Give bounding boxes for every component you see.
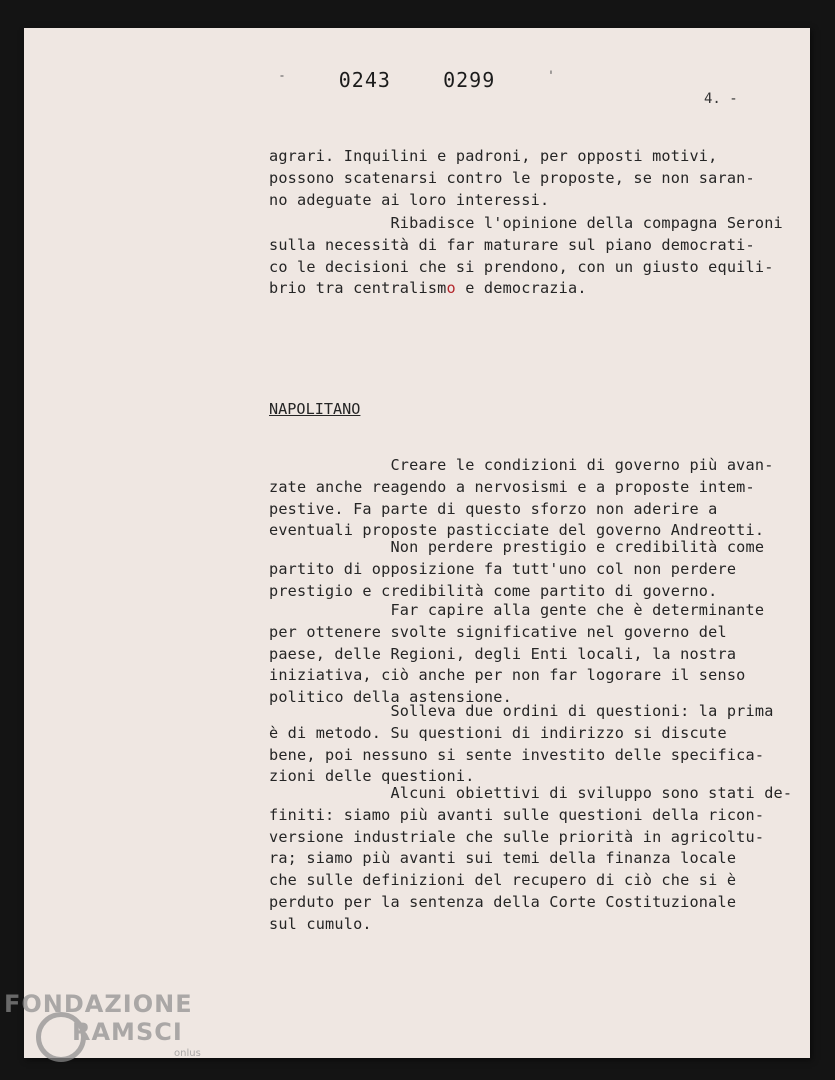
- fondazione-gramsci-watermark-logo: [4, 990, 214, 1075]
- mark-right: ': [547, 68, 556, 83]
- document-number: [24, 68, 810, 92]
- paragraph-3: Creare le condizioni di governo più avan- zate anche reagendo a nervosismi e a proposte intem- pestive. Fa parte di questo sforzo non aderire a eventuali proposte pasticciate del governo Andreotti.: [269, 456, 774, 540]
- logo-line-3: onlus: [174, 1048, 201, 1059]
- paragraph-2-last-b: e democrazia.: [455, 279, 587, 298]
- logo-line-2: RAMSCI: [72, 1018, 183, 1046]
- paragraph-1: agrari. Inquilini e padroni, per opposti motivi, possono scatenarsi contro le proposte, se non saran- no adeguate ai loro interessi.: [269, 147, 755, 209]
- paragraph-4: Non perdere prestigio e credibilità come partito di opposizione fa tutt'uno col non perdere prestigio e credibilità come partito di governo.: [269, 538, 765, 600]
- document-page: [24, 28, 810, 1058]
- paragraph-2: [269, 213, 809, 300]
- mark-left: -: [278, 68, 287, 83]
- section-heading-napolitano: NAPOLITANO: [269, 400, 361, 418]
- doc-number-left: 0243: [338, 68, 391, 92]
- logo-line-1: FONDAZIONE: [4, 990, 193, 1018]
- paragraph-7: Alcuni obiettivi di sviluppo sono stati de- finiti: siamo più avanti sulle questioni della ricon- versione industriale che sulle priorità in agricoltu- ra; siamo più avanti sui temi della finanza locale che sulle definizioni del recupero di ciò che si è perduto per la sentenza della Corte Costituzionale sul cumulo.: [269, 784, 793, 933]
- paragraph-2-body: Ribadisce l'opinione della compagna Seroni sulla necessità di far maturare sul piano democrati- co le decisioni che si prendono, con un giusto equili-: [269, 214, 783, 276]
- paragraph-2-last-a: brio tra centralism: [269, 279, 447, 298]
- paragraph-5: Far capire alla gente che è determinante per ottenere svolte significative nel governo del paese, delle Regioni, degli Enti locali, la nostra iniziativa, ciò anche per non far logorare il senso politico della astensione.: [269, 601, 765, 707]
- paragraph-6: Solleva due ordini di questioni: la prima è di metodo. Su questioni di indirizzo si discute bene, poi nessuno si sente investito delle specifica- zioni delle questioni.: [269, 702, 774, 786]
- page-number: 4. -: [704, 91, 738, 107]
- doc-number-right: 0299: [443, 68, 496, 92]
- handwritten-correction: o: [446, 279, 456, 298]
